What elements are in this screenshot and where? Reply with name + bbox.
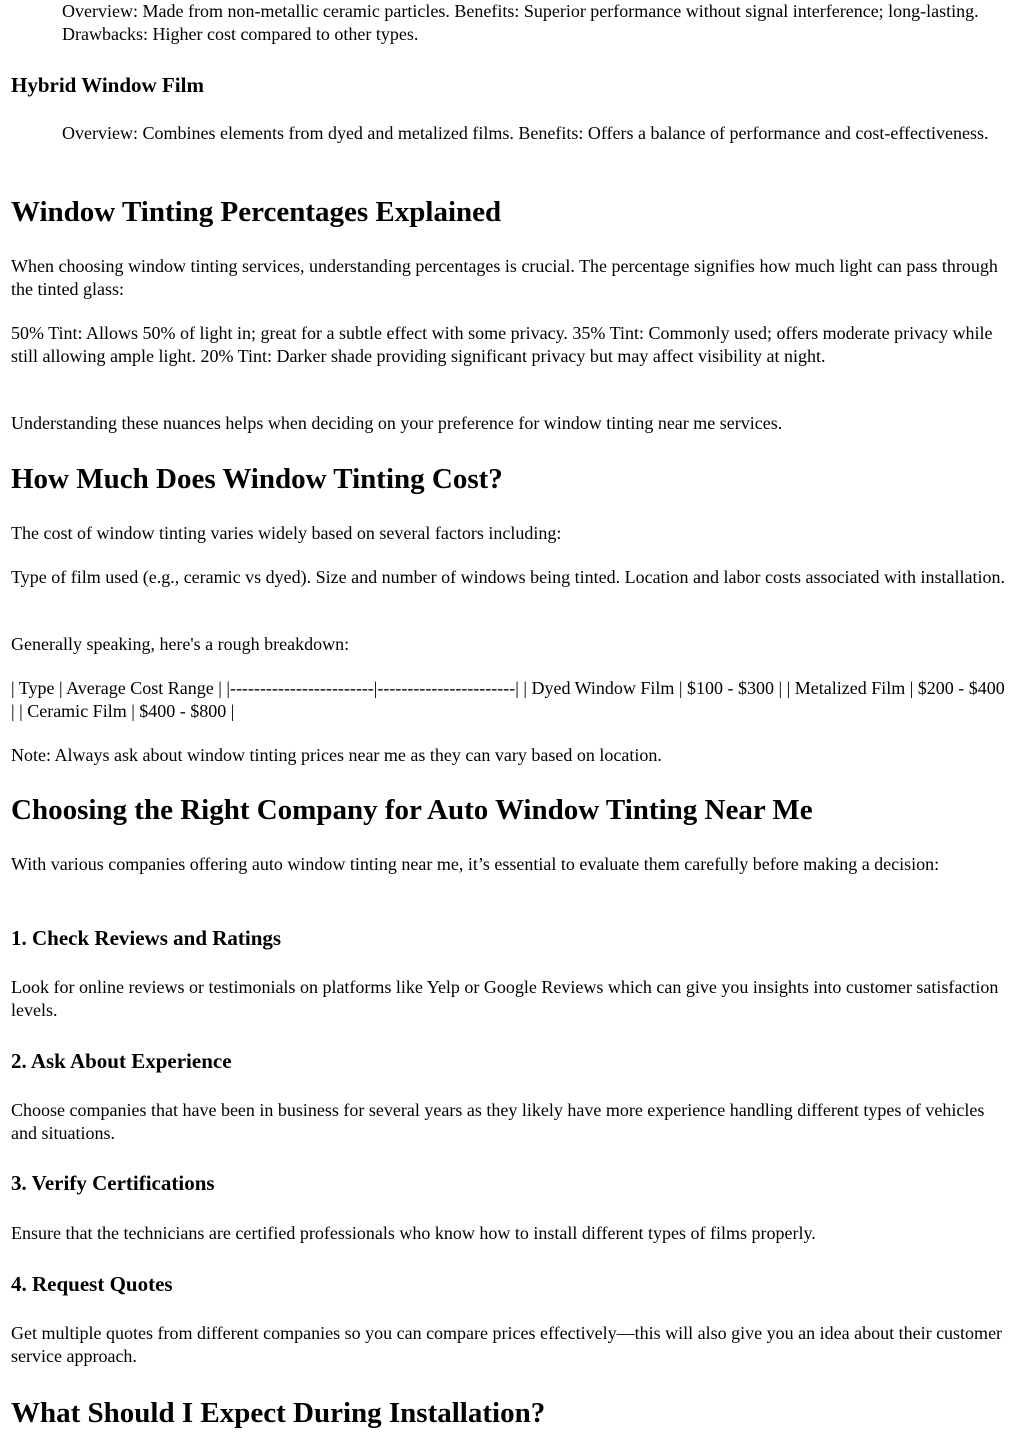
choosing-company-intro: With various companies offering auto window tinting near me, it’s essential to evaluate them carefully before making a decision: [11, 854, 940, 874]
cost-factors: Type of film used (e.g., ceramic vs dyed). Size and number of windows being tinted. Location and labor costs associated with installation. [11, 567, 1005, 587]
heading-installation-expectations: What Should I Expect During Installation? [11, 1397, 546, 1429]
heading-request-quotes: 4. Request Quotes [11, 1272, 173, 1296]
percentages-list: 50% Tint: Allows 50% of light in; great for a subtle effect with some privacy. 35% Tint: Commonly used; offers moderate privacy while still allowing ample light. 20% Tint: Darker shade providing significant privacy but may affect visibility at night. [11, 323, 993, 366]
heading-choosing-company: Choosing the Right Company for Auto Window Tinting Near Me [11, 794, 813, 826]
check-reviews-text: Look for online reviews or testimonials on platforms like Yelp or Google Reviews which can give you insights into customer satisfaction levels. [11, 977, 999, 1020]
cost-breakdown-table-text: | Type | Average Cost Range | |------------------------|-----------------------| | Dyed Window Film | $100 - $300 | | Metalized Film | $200 - $400 | | Ceramic Film | $400 - $800 | [11, 678, 1005, 721]
ceramic-film-overview-text: Overview: Made from non-metallic ceramic particles. Benefits: Superior performance without signal interference; long-lasting. Drawbacks: Higher cost compared to other types. [62, 1, 979, 44]
hybrid-film-overview-text: Overview: Combines elements from dyed and metalized films. Benefits: Offers a balance of performance and cost-effectiveness. [62, 123, 989, 143]
percentages-summary: Understanding these nuances helps when deciding on your preference for window tinting near me services. [11, 413, 783, 433]
cost-note: Note: Always ask about window tinting prices near me as they can vary based on location. [11, 745, 662, 765]
cost-breakdown-intro: Generally speaking, here's a rough breakdown: [11, 634, 350, 654]
cost-intro: The cost of window tinting varies widely based on several factors including: [11, 523, 562, 543]
heading-tinting-cost: How Much Does Window Tinting Cost? [11, 463, 503, 495]
request-quotes-text: Get multiple quotes from different companies so you can compare prices effectively—this will also give you an idea about their customer service approach. [11, 1323, 1003, 1366]
heading-check-reviews: 1. Check Reviews and Ratings [11, 926, 282, 950]
heading-ask-experience: 2. Ask About Experience [11, 1049, 232, 1073]
verify-certifications-text: Ensure that the technicians are certified professionals who know how to install different types of films properly. [11, 1223, 816, 1243]
heading-tinting-percentages: Window Tinting Percentages Explained [11, 196, 502, 228]
heading-hybrid-window-film: Hybrid Window Film [11, 73, 204, 97]
percentages-intro: When choosing window tinting services, understanding percentages is crucial. The percentage signifies how much light can pass through the tinted glass: [11, 256, 998, 299]
ceramic-film-overview [62, 0, 1012, 46]
heading-verify-certifications: 3. Verify Certifications [11, 1171, 215, 1195]
ask-experience-text: Choose companies that have been in business for several years as they likely have more experience handling different types of vehicles and situations. [11, 1100, 985, 1143]
hybrid-film-overview [62, 122, 1012, 145]
